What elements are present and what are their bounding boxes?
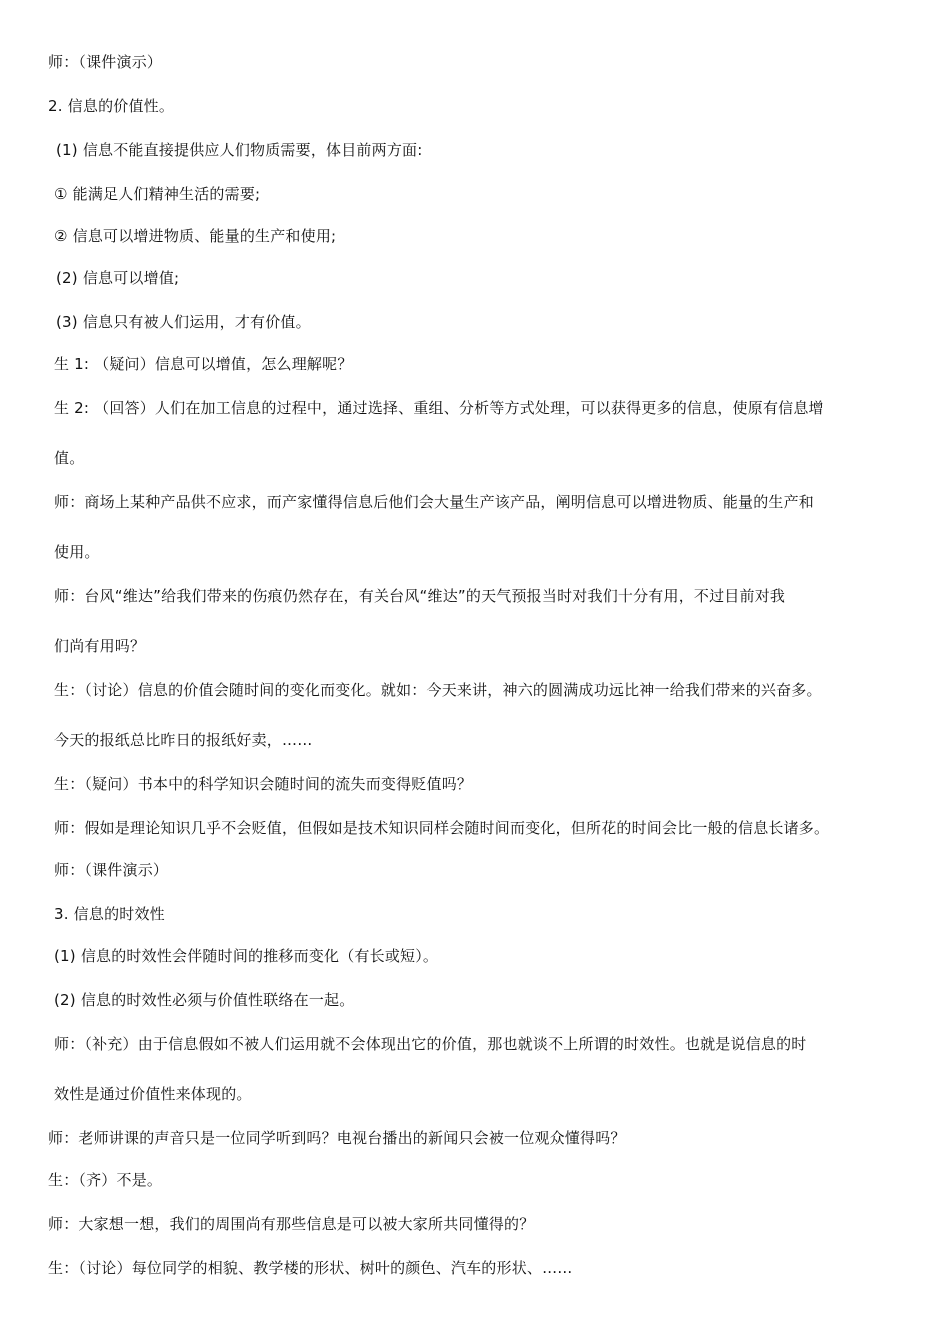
text-line: 今天的报纸总比昨日的报纸好卖，…… bbox=[54, 731, 313, 749]
text-line: ② 信息可以增进物质、能量的生产和使用; bbox=[54, 227, 337, 245]
text-line: (2) 信息的时效性必须与价值性联络在一起。 bbox=[54, 991, 355, 1009]
text-line: 们尚有用吗？ bbox=[54, 637, 146, 655]
text-line: 师：大家想一想，我们的周围尚有那些信息是可以被大家所共同懂得的？ bbox=[48, 1215, 535, 1233]
text-line: 师：商场上某种产品供不应求，而产家懂得信息后他们会大量生产该产品，阐明信息可以增进物质、能量的生产和 bbox=[54, 493, 815, 511]
text-line: 生：（齐）不是。 bbox=[48, 1171, 163, 1189]
text-line: 生 1: （疑问）信息可以增值，怎么理解呢？ bbox=[54, 355, 353, 373]
text-line: 生：（讨论）信息的价值会随时间的变化而变化。就如：今天来讲，神六的圆满成功远比神一给我们带来的兴奋多。 bbox=[54, 681, 822, 699]
text-line: 师：（课件演示） bbox=[48, 53, 163, 71]
text-line: 生：（疑问）书本中的科学知识会随时间的流失而变得贬值吗？ bbox=[54, 775, 473, 793]
text-line: (3) 信息只有被人们运用，才有价值。 bbox=[56, 313, 311, 331]
text-line: 生 2: （回答）人们在加工信息的过程中，通过选择、重组、分析等方式处理，可以获得更多的信息，使原有信息增 bbox=[54, 399, 824, 417]
section-heading: 3. 信息的时效性 bbox=[54, 905, 165, 923]
text-line: ① 能满足人们精神生活的需要; bbox=[54, 185, 261, 203]
text-line: 师：台风“维达”给我们带来的伤痕仍然存在，有关台风“维达”的天气预报当时对我们十分有用，不过目前对我 bbox=[54, 587, 786, 605]
text-line: (2) 信息可以增值; bbox=[56, 269, 180, 287]
text-line: 值。 bbox=[54, 449, 85, 467]
text-line: 生：（讨论）每位同学的相貌、教学楼的形状、树叶的颜色、汽车的形状、…… bbox=[48, 1259, 573, 1277]
text-line: 师：假如是理论知识几乎不会贬值，但假如是技术知识同样会随时间而变化，但所花的时间会比一般的信息长诸多。 bbox=[54, 819, 830, 837]
text-line: 效性是通过价值性来体现的。 bbox=[54, 1085, 252, 1103]
text-line: (1) 信息不能直接提供应人们物质需要，体目前两方面: bbox=[56, 141, 423, 159]
section-heading: 2. 信息的价值性。 bbox=[48, 97, 175, 115]
text-line: 师：（课件演示） bbox=[54, 861, 169, 879]
text-line: 师：（补充）由于信息假如不被人们运用就不会体现出它的价值，那也就谈不上所谓的时效性。也就是说信息的时 bbox=[54, 1035, 807, 1053]
text-line: (1) 信息的时效性会伴随时间的推移而变化（有长或短）。 bbox=[54, 947, 439, 965]
text-line: 师：老师讲课的声音只是一位同学听到吗？电视台播出的新闻只会被一位观众懂得吗？ bbox=[48, 1129, 626, 1147]
text-line: 使用。 bbox=[54, 543, 100, 561]
